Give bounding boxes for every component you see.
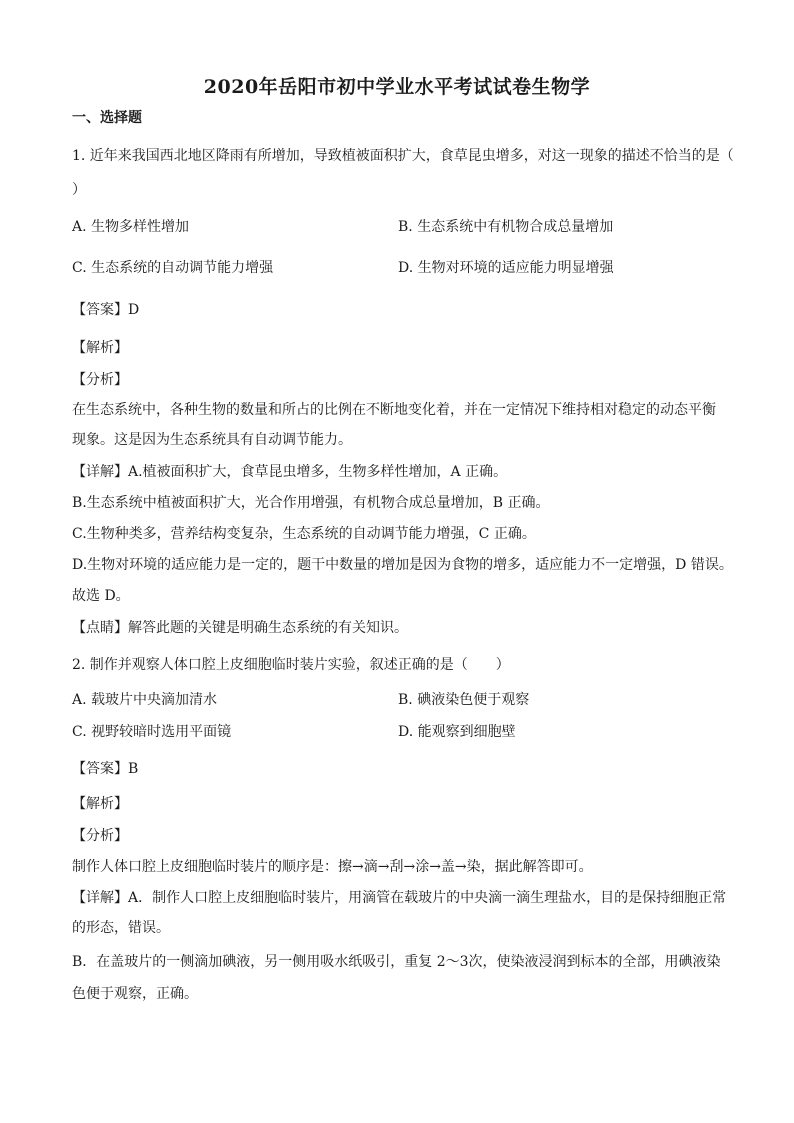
q2-analysis-label: 【解析】	[72, 796, 128, 812]
q1-comment: 【点睛】解答此题的关键是明确生态系统的有关知识。	[72, 620, 408, 636]
q2-option-c: C. 视野较暗时选用平面镜	[72, 724, 232, 740]
q2-fenxi-label: 【分析】	[72, 828, 128, 844]
q1-detail-line4: D.生物对环境的适应能力是一定的，题干中数量的增加是因为食物的增多，适应能力不一定增强，D 错误。	[72, 557, 733, 573]
q2-detail-line3: B．在盖玻片的一侧滴加碘液，另一侧用吸水纸吸引，重复 2～3次，使染液浸润到标本的全部，用碘液染	[72, 954, 721, 970]
q1-detail-line2: B.生态系统中植被面积扩大，光合作用增强，有机物合成总量增加，B 正确。	[72, 495, 550, 511]
q1-fenxi-line1: 在生态系统中，各种生物的数量和所占的比例在不断地变化着，并在一定情况下维持相对稳定的动态平衡	[72, 402, 716, 418]
q2-fenxi-line1: 制作人体口腔上皮细胞临时装片的顺序是：擦→滴→刮→涂→盖→染，据此解答即可。	[72, 859, 593, 875]
q2-detail-line4: 色便于观察，正确。	[72, 986, 198, 1002]
page-title: 2020年岳阳市初中学业水平考试试卷生物学	[203, 76, 591, 98]
q1-option-d: D. 生物对环境的适应能力明显增强	[398, 260, 614, 276]
q2-option-b: B. 碘液染色便于观察	[398, 692, 530, 708]
q1-stem-line1: 1. 近年来我国西北地区降雨有所增加，导致植被面积扩大，食草昆虫增多，对这一现象的描述不恰当的是（	[72, 148, 734, 164]
q2-option-d: D. 能观察到细胞壁	[398, 724, 516, 740]
q1-fenxi-line2: 现象。这是因为生态系统具有自动调节能力。	[72, 432, 352, 448]
q2-detail-line2: 的形态，错误。	[72, 920, 170, 936]
q1-option-a: A. 生物多样性增加	[72, 219, 190, 235]
q1-option-b: B. 生态系统中有机物合成总量增加	[398, 219, 614, 235]
q2-answer: 【答案】B	[72, 761, 139, 777]
q1-detail-line1: 【详解】A.植被面积扩大，食草昆虫增多，生物多样性增加，A 正确。	[72, 464, 508, 480]
q2-stem: 2. 制作并观察人体口腔上皮细胞临时装片实验，叙述正确的是（ ）	[72, 657, 510, 673]
q1-detail-line5: 故选 D。	[72, 588, 130, 604]
q2-detail-line1: 【详解】A．制作人口腔上皮细胞临时装片，用滴管在载玻片的中央滴一滴生理盐水，目的是保持细胞正常	[72, 890, 727, 906]
q1-detail-line3: C.生物种类多，营养结构变复杂，生态系统的自动调节能力增强，C 正确。	[72, 526, 536, 542]
q1-option-c: C. 生态系统的自动调节能力增强	[72, 260, 274, 276]
q1-answer: 【答案】D	[72, 302, 140, 318]
q1-analysis-label: 【解析】	[72, 340, 128, 356]
section-heading: 一、选择题	[72, 110, 142, 126]
q1-stem-line2: ）	[72, 182, 86, 198]
q2-option-a: A. 载玻片中央滴加清水	[72, 692, 218, 708]
q1-fenxi-label: 【分析】	[72, 372, 128, 388]
